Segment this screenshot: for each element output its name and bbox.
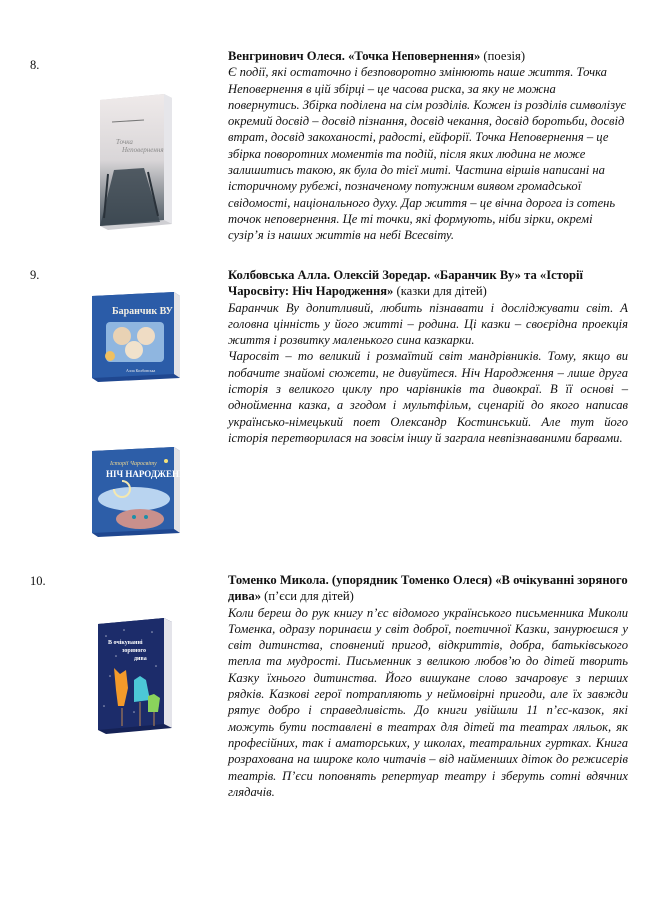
book-genre: (поезія) (480, 49, 526, 63)
svg-text:Неповернення: Неповернення (122, 146, 164, 154)
description-paragraph: Коли береш до рук книгу п’єс відомого українського письменника Миколи Томенка, одразу поринаєш у світ доброї, поетичної Казки, занурюєшся у світ дитинства, сповнений пригод, відкриттів, добра, батьківського тепла та мудрості. Письменник з великою любов’ю до дітей творить Казку їхнього дитинства. Його вишукане слово зачаровує з перших рядків. Казкові герої потрапляють у неймовірні пригоди, але їх завжди рятує добро і справедливість. До книги увійшли 11 п’єс-казок, які можуть бути поставлені в театрах для дітей та театрах ляльок, як професійних, так і аматорських, у школах, театральних гуртках. Книга розрахована на широке коло читачів – від найменших діток до режисерів театрів. П’єси поповнять репертуар театру і зберуть сотні вдячних глядачів. (228, 605, 628, 799)
entry-heading (228, 48, 628, 64)
svg-text:НІЧ НАРОДЖЕННЯ: НІЧ НАРОДЖЕННЯ (106, 469, 193, 479)
entry-10 (228, 572, 628, 800)
description-paragraph: Чаросвіт – то великий і розмаїтий світ мандрівників. Тому, якщо ви побачите знайомі сюжети, не дивуйтеся. Ніч Народження – лише друга історія з великого циклу про чарівників та дивокраї. В її основі – однойменна казка, а згодом і мультфільм, сценарій до якого написав українсько-німецький поет Олександр Костинський. Але тут його історія перетворилася на зовсім іншу й заграла невпізнаваними барвами. (228, 349, 628, 445)
svg-text:зоряного: зоряного (122, 648, 146, 654)
svg-text:Історії Чаросвіту: Історії Чаросвіту (110, 461, 157, 467)
book-description (228, 300, 628, 447)
entry-9 (228, 267, 628, 446)
book-description (228, 64, 628, 243)
svg-text:Алла Колбовська: Алла Колбовська (126, 368, 156, 373)
description-paragraph: Є події, які остаточно і безповоротно змінюють наше життя. Точка Неповернення в цій збірці – це часова риска, за яку не можна повернутись. Збірка поділена на сім розділів. Кожен із розділів символізує окремий досвід – досвід пізнання, досвід чекання, досвід боротьби, досвід втрат, досвід закоханості, радості, ейфорії. Точка Неповернення – це збірка поворотних моментів та подій, після яких людина не може залишитись такою, як була до тієї миті. Частина віршів написані на історичному рубежі, позначеному потужним виявом громадської свідомості, національного духу. Дар життя – це вічна дорога із сотень точок неповернення. Це ті точки, які формують, ніби зірки, окремі сузір’я із наших життів на небі Всесвіту. (228, 65, 627, 243)
book-cover-nich-narodzhennia-icon (88, 445, 193, 539)
book-description (228, 605, 628, 801)
entry-heading (228, 572, 628, 605)
book-cover-tochka-nepovernennia-icon (94, 92, 176, 230)
book-title: Венгринович Олеся. «Точка Неповернення» (228, 49, 481, 63)
book-title: Томенко Микола. (упорядник Томенко Олеся) «В очікуванні зоряного дива» (228, 573, 628, 604)
book-title: Колбовська Алла. Олексій Зоредар. «Баранчик Ву» та «Історії Чаросвіту: Ніч Народження» (228, 268, 583, 299)
book-cover-baranchyk-vu-icon (88, 290, 182, 384)
book-genre: (п’єси для дітей) (261, 589, 354, 604)
entry-number: 8. (30, 58, 40, 72)
svg-text:Точка: Точка (116, 138, 133, 146)
svg-text:В очікуванні: В очікуванні (108, 640, 143, 646)
entry-heading (228, 267, 628, 300)
svg-text:Баранчик ВУ: Баранчик ВУ (112, 306, 173, 317)
entry-8 (228, 48, 628, 244)
svg-text:дива: дива (134, 656, 147, 662)
description-paragraph: Баранчик Ву допитливий, любить пізнавати і досліджувати світ. А головна цінність у його житті – родина. Ці казки – своєрідна проекція життя і розвитку маленького сина казкарки. (228, 300, 628, 348)
entry-number: 9. (30, 268, 40, 282)
book-genre: (казки для дітей) (393, 284, 487, 299)
book-cover-v-ochikuvanni-icon (94, 616, 176, 734)
entry-number: 10. (30, 574, 46, 588)
